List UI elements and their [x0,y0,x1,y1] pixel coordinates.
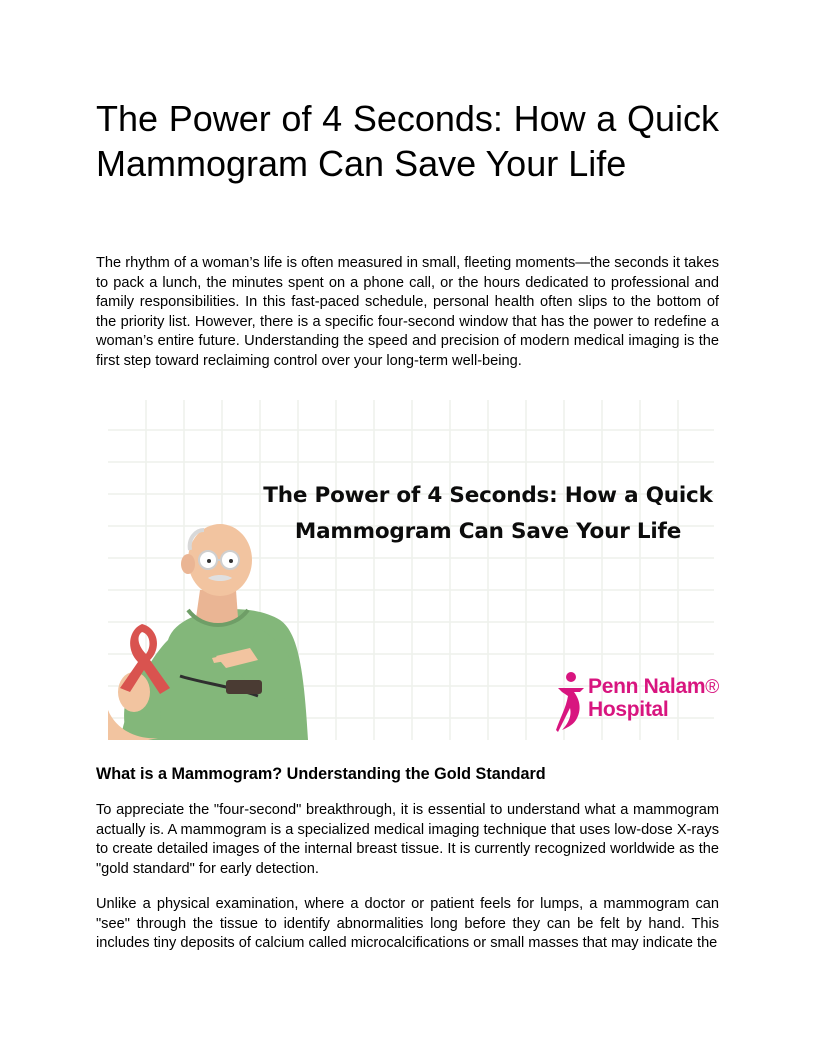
section-paragraph: Unlike a physical examination, where a doctor or patient feels for lumps, a mammogram can "see" through the tissue to identify abnormalities long before they can be felt by hand. This includes tiny deposits of calcium called microcalcifications or small masses that may indicate the [96,896,719,951]
logo-reg-mark: ® [705,677,719,698]
section-heading: What is a Mammogram? Understanding the Gold Standard [96,765,546,783]
hospital-logo [554,670,724,736]
page-title: The Power of 4 Seconds: How a Quick Mammogram Can Save Your Life [96,98,719,184]
banner-image [108,400,719,740]
intro-paragraph: The rhythm of a woman’s life is often measured in small, fleeting moments—the seconds it takes to pack a lunch, the minutes spent on a phone call, or the hours dedicated to professional and family responsibilities. In this fast-paced schedule, personal health often slips to the bottom of the priority list. However, there is a specific four-second window that has the power to redefine a woman’s entire future. Understanding the speed and precision of modern medical imaging is the first step toward reclaiming control over your long-term well-being. [96,255,719,369]
logo-line1: Penn Nalam [588,675,706,698]
ribbon-person-icon [554,670,588,736]
hospital-logo-text [588,676,719,721]
logo-line2: Hospital [588,698,669,721]
section-paragraph: To appreciate the "four-second" breakthrough, it is essential to understand what a mammogram actually is. A mammogram is a specialized medical imaging technique that uses low-dose X-rays to create detailed images of the internal breast tissue. It is currently recognized worldwide as the "gold standard" for early detection. [96,802,719,877]
doctor-illustration [108,520,318,740]
banner-title: The Power of 4 Seconds: How a Quick Mammogram Can Save Your Life [263,483,713,544]
